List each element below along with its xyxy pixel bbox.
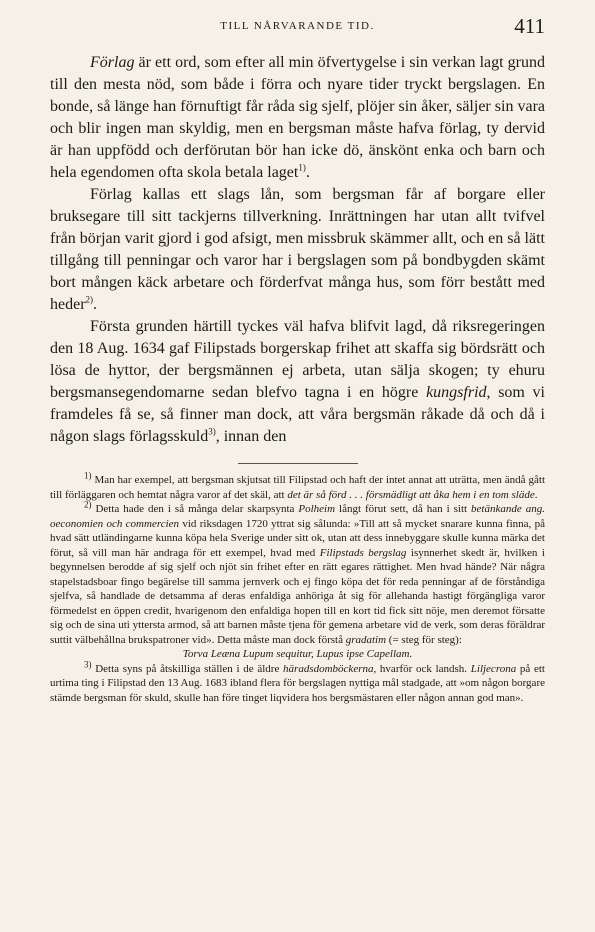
main-text — [50, 52, 545, 448]
paragraph-1-end: . — [305, 164, 310, 181]
footnote-2-italic-polheim: Polheim — [298, 503, 336, 515]
footnote-3 — [50, 658, 545, 706]
footnote-2-italic-title: betänkande ang. oeconomien och commercien — [50, 503, 545, 530]
footnote-ref-2[interactable]: 2) — [85, 294, 94, 305]
paragraph-2-end: . — [93, 296, 98, 313]
paragraph-3-text-b: , som vi framdeles få se, så finner man dock, att våra bergsmän råkade då och då i någon slags förlagsskuld — [50, 384, 546, 445]
footnote-1-end: . — [534, 488, 538, 501]
footnotes — [50, 470, 546, 705]
term-kungsfrid: kungsfrid — [426, 384, 487, 401]
footnote-1-italic: det är så förd . . . försmädligt att åka hem i en tom släde — [287, 488, 535, 501]
footnote-1 — [50, 470, 545, 502]
footnote-2-italic-bergslag: Filipstads bergslag — [319, 546, 407, 559]
footnote-2-italic-gradatim: gradatim — [345, 633, 387, 646]
page-number: 411 — [514, 14, 545, 38]
footnote-2-latin-quote: Torva Leæna Lupum sequitur, Lupus ipse Capellam. — [182, 648, 413, 660]
footnote-2 — [50, 499, 546, 647]
paragraph-2 — [50, 184, 545, 316]
paragraph-3 — [50, 316, 545, 448]
footnote-3-text-a: Detta syns på åtskilliga ställen i de äldre — [91, 662, 284, 675]
footnote-2-text-d: isynnerhet skedt är, hvilken i begynnelsen berodde af sig sjelf och njöt sin frihet efter en rätt egares rättighet. Men hvad hände? När några stapelstadsboar fingo begärelse till samma jernverk och ej fingo köpa det för reda penningar af de förståndiga sjelfva, så handlade de detsamma af deras enfaldiga anhöriga åt sig för allehanda hastigt förgängliga varor förmedelst en öppen credit, hvarigenom den enfaldiga hopen till en kort tid fick sitt nöje, men deremot försatte sig och de sina uti yttersta armod, så att barnen måste tjena för gemena arbetare vid de verk, som deras föräldrar suttit välbehållna brukspatroner vid». Detta måste man dock förstå — [50, 546, 545, 646]
footnote-ref-1[interactable]: 1) — [298, 162, 306, 173]
footnote-3-italic-liljecrona: Liljecrona — [470, 662, 517, 675]
paragraph-2-text: Förlag kallas ett slags lån, som bergsman får af borgare eller bruksegare till sitt tackjerns tillverkning. Inrättningen har utan allt tvifvel från början varit gjord i god afsigt, men missbruk skämmer allt, och en så lätt tillgång till penningar och varor har i bergslagen som på bondbygden skämt bort mången käck arbetare och förderfvat många hus, som förr bestått med heder — [50, 186, 545, 313]
footnote-1-text: Man har exempel, att bergsman skjutsat till Filipstad och haft der intet annat att uträtta, men ändå gått till förläggaren och hemtat några varor af det skäl, att — [50, 474, 545, 501]
paragraph-3-text-a: Första grunden härtill tyckes väl hafva blifvit lagd, då riksregeringen den 18 Aug. 1634 gaf Filipstads borgerskap frihet att skaffa sig bördsrätt och lösa de hyttor, der bergsmännen ej arbeta, utan sälja skogen; ty ehuru bergsmansegendomarne sedan blefvo tagna i en högre — [50, 318, 545, 401]
footnote-3-marker: 3) — [84, 658, 92, 669]
footnote-3-text-c: på ett urtima ting i Filipstad den 13 Aug. 1683 ibland flera för bergslagen nyttiga mål stadgade, att »om någon borgare stämde bergsman för skuld, skulle han före tinget liqvidera hos bergsmästaren eller någon annan god man». — [50, 662, 545, 704]
footnote-2-text-e: (= steg för steg): — [386, 633, 462, 646]
paragraph-3-text-c: , innan den — [215, 428, 287, 445]
term-forlag: Förlag — [90, 54, 135, 71]
footnote-2-text-a: Detta hade den i så många delar skarpsynta — [91, 503, 299, 515]
footnote-ref-3[interactable]: 3) — [208, 426, 216, 437]
footnote-3-italic-domboker: häradsdomböckerna — [283, 662, 374, 675]
footnote-3-text-b: , hvarför ock landsh. — [373, 662, 471, 675]
footnote-1-marker: 1) — [84, 470, 92, 481]
footnote-divider — [238, 463, 358, 464]
footnote-2-marker: 2) — [84, 499, 92, 510]
running-title: TILL NÅRVARANDE TID. — [220, 20, 375, 32]
footnote-2-text-b: långt förut sett, då han i sitt — [335, 503, 472, 515]
paragraph-1-text: är ett ord, som efter all min öfvertygelse i sin verkan lagt grund till den mesta nöd, som både i förra och nyare tider tryckt bergslagen. En bonde, så länge han förnuftigt får råda sig sjelf, plöjer sin åker, säljer sin vara och blir ingen man skyldig, men en bergsman måste hafva förlag, ty dervid är han uppfödd och derförutan bör han icke dö, änskönt enka och barn och hela egendomen ofta skola betala laget — [50, 54, 545, 181]
page-header — [50, 14, 545, 42]
footnote-2-text-c: vid riksdagen 1720 yttrat sig sålunda: »Till att så mycket snarare kunna finna, på hvad sätt utländingarne kunna köpa hela Sverige under sitt ok, utan att dess innebyggare skulle kunna märka det förut, så vill man här andraga för ett exempel, hvad med — [50, 517, 546, 559]
paragraph-1 — [50, 52, 545, 184]
